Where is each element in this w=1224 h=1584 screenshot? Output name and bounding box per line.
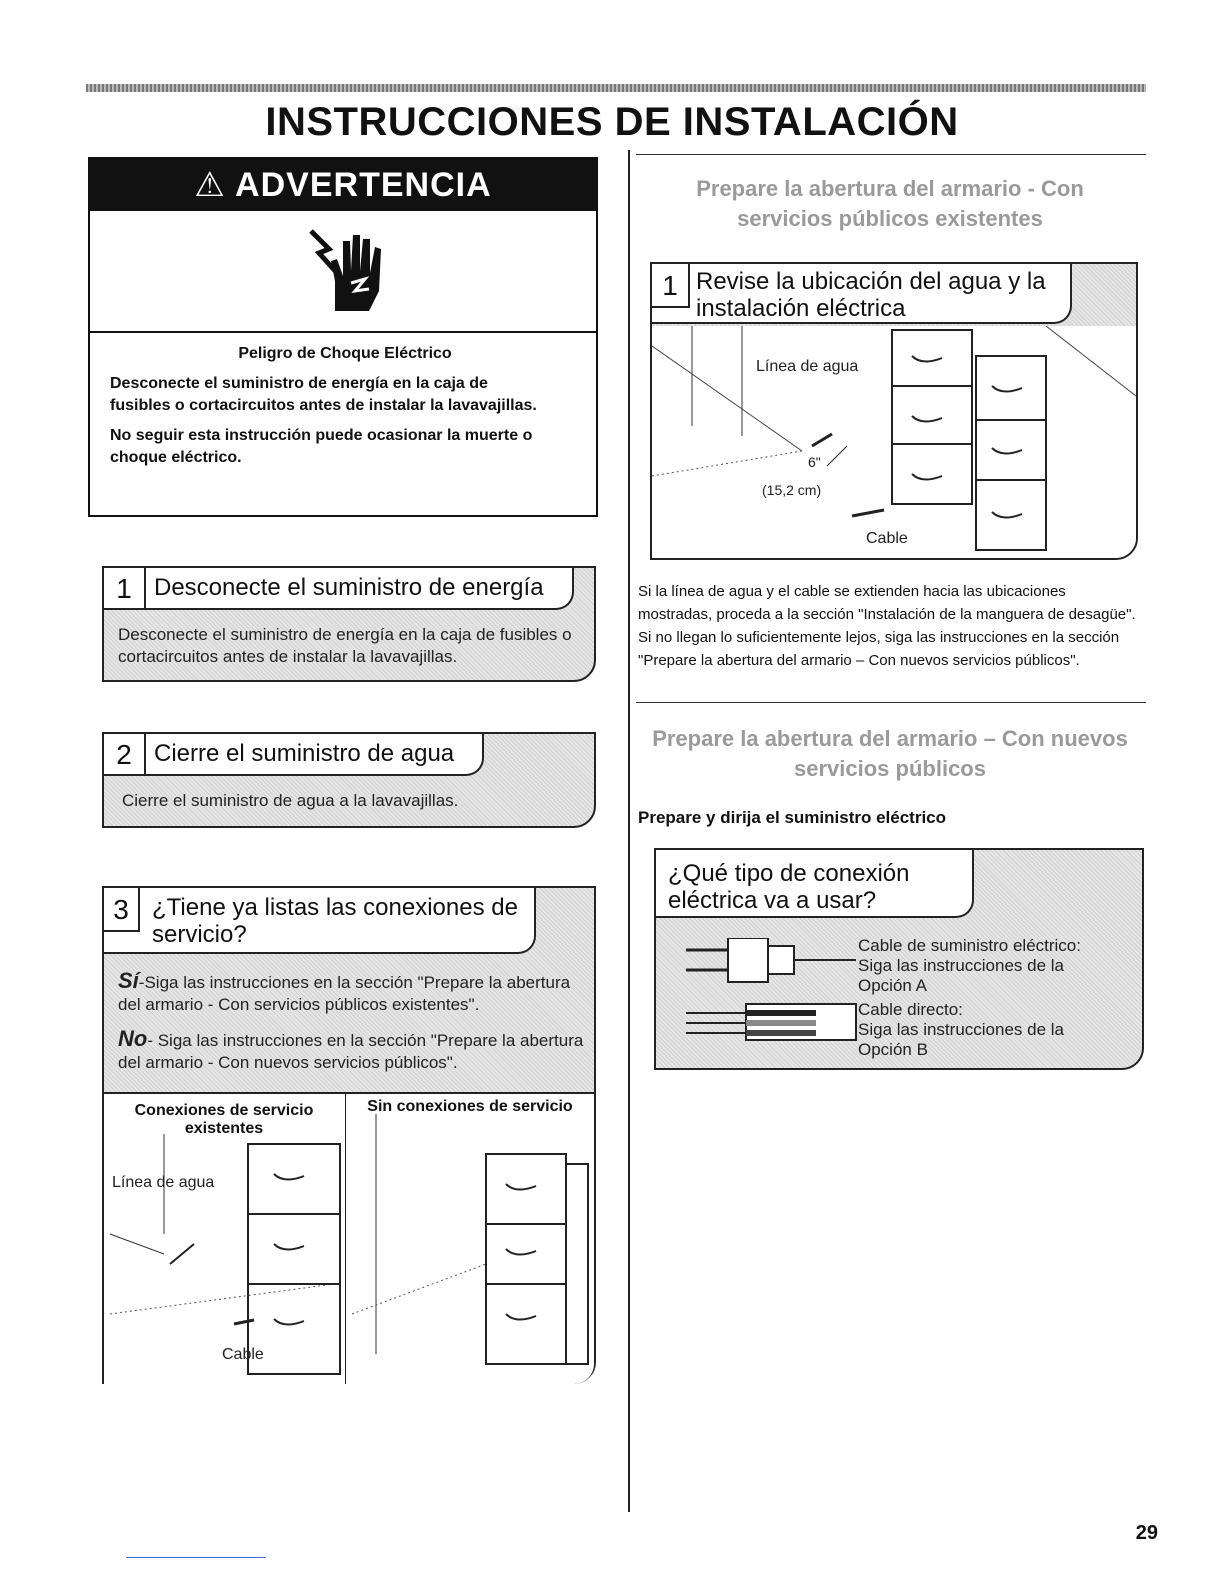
- cord-types-drawing: [686, 938, 866, 1056]
- step-3-no: [118, 1028, 588, 1074]
- warning-triangle-icon: ⚠: [194, 166, 226, 204]
- step-3-number: 3: [104, 888, 140, 932]
- right-top-rule: [636, 154, 1146, 155]
- warning-instruction: Desconecte el suministro de energía en la caja de fusibles o cortacircuitos antes de instalar la lavavajillas.: [110, 375, 537, 414]
- utilities-paragraph: Si la línea de agua y el cable se extienden hacia las ubicaciones mostradas, proceda a la sección "Instalación de la manguera de desagüe". Si no llegan lo suficientemente lejos, siga las instrucciones en la sección "Prepare la abertura del armario – Con nuevos servicios públicos".: [638, 583, 1136, 669]
- step-3-header: [104, 888, 536, 954]
- page-title: INSTRUCCIONES DE INSTALACIÓN: [265, 100, 959, 144]
- right-step-1-number: 1: [652, 264, 690, 308]
- step-2-panel: [102, 732, 596, 828]
- step-1-panel: [102, 566, 596, 682]
- step-1-title: Desconecte el suministro de energía: [154, 574, 544, 601]
- right-step-1-header: [652, 264, 1072, 324]
- existing-connections-label: Conexiones de servicio existentes: [134, 1102, 314, 1137]
- electric-shock-hand-icon: [293, 221, 393, 321]
- option-a-line2: Siga las instrucciones de la Opción A: [858, 956, 1065, 995]
- no-text: - Siga las instrucciones en la sección "Prepare la abertura del armario - Con nuevos servicios públicos".: [118, 1031, 584, 1072]
- step-1-number: 1: [104, 568, 146, 610]
- step-2-text: Cierre el suministro de agua a la lavavajillas.: [122, 791, 459, 810]
- cabinet-drawing-new: [346, 1094, 594, 1384]
- no-connections-figure: [346, 1092, 594, 1384]
- warning-header: [90, 159, 596, 211]
- dimension-cm: (15,2 cm): [762, 482, 822, 498]
- warning-heading: ADVERTENCIA: [235, 166, 492, 204]
- section-existing-title: Prepare la abertura del armario - Con servicios públicos existentes: [696, 176, 1084, 231]
- step-3-title: ¿Tiene ya listas las conexiones de servicio?: [152, 894, 518, 948]
- column-divider: [628, 150, 630, 1512]
- option-b-text: [858, 1000, 1128, 1060]
- page-number: 29: [1135, 1522, 1158, 1544]
- hazard-title: Peligro de Choque Eléctrico: [238, 345, 452, 362]
- right-step-1-panel: [650, 262, 1138, 560]
- warning-body: [110, 343, 580, 477]
- water-line-label: Línea de agua: [112, 1174, 215, 1191]
- right-step-1-title: Revise la ubicación del agua y la instalación eléctrica: [696, 268, 1046, 322]
- no-label: No: [118, 1026, 148, 1051]
- step-2-number: 2: [104, 734, 146, 776]
- no-connections-label: Sin conexiones de servicio: [367, 1098, 573, 1115]
- cable-label: Cable: [222, 1346, 264, 1363]
- utilities-figure: [652, 326, 1136, 558]
- option-b-line2: Siga las instrucciones de la Opción B: [858, 1020, 1065, 1059]
- top-rule: [86, 84, 1146, 92]
- right-water-line-label: Línea de agua: [756, 358, 859, 375]
- si-text: -Siga las instrucciones en la sección "Prepare la abertura del armario - Con servicios públicos existentes".: [118, 973, 571, 1014]
- option-b-line1: Cable directo:: [858, 1000, 963, 1019]
- section-new-title: Prepare la abertura del armario – Con nuevos servicios públicos: [652, 726, 1128, 781]
- connection-type-panel: [654, 848, 1144, 1070]
- si-label: Sí: [118, 968, 139, 993]
- warning-box: [88, 157, 598, 517]
- electrical-subhead: Prepare y dirija el suministro eléctrico: [638, 808, 947, 827]
- step-1-text: Desconecte el suministro de energía en la caja de fusibles o cortacircuitos antes de instalar la lavavajillas.: [118, 625, 572, 666]
- connection-question-header: [656, 850, 974, 918]
- option-a-text: [858, 936, 1128, 996]
- step-2-title: Cierre el suministro de agua: [154, 740, 455, 767]
- connection-question: ¿Qué tipo de conexión eléctrica va a usar?: [668, 860, 910, 914]
- right-cable-label: Cable: [866, 530, 908, 547]
- step-2-header: [104, 734, 484, 776]
- warning-consequence: No seguir esta instrucción puede ocasionar la muerte o choque eléctrico.: [110, 427, 533, 466]
- dimension-inches: 6": [808, 454, 821, 470]
- step-3-si: [118, 970, 588, 1016]
- cabinet-utilities-drawing: [652, 326, 1136, 558]
- right-mid-rule: [636, 702, 1146, 703]
- option-a-line1: Cable de suministro eléctrico:: [858, 936, 1081, 955]
- cabinet-drawing-existing: [104, 1094, 344, 1384]
- warning-separator: [90, 331, 596, 333]
- bottom-mark: [126, 1557, 266, 1558]
- step-3-panel: [102, 886, 596, 1384]
- step-1-header: [104, 568, 574, 610]
- existing-connections-figure: [104, 1092, 346, 1384]
